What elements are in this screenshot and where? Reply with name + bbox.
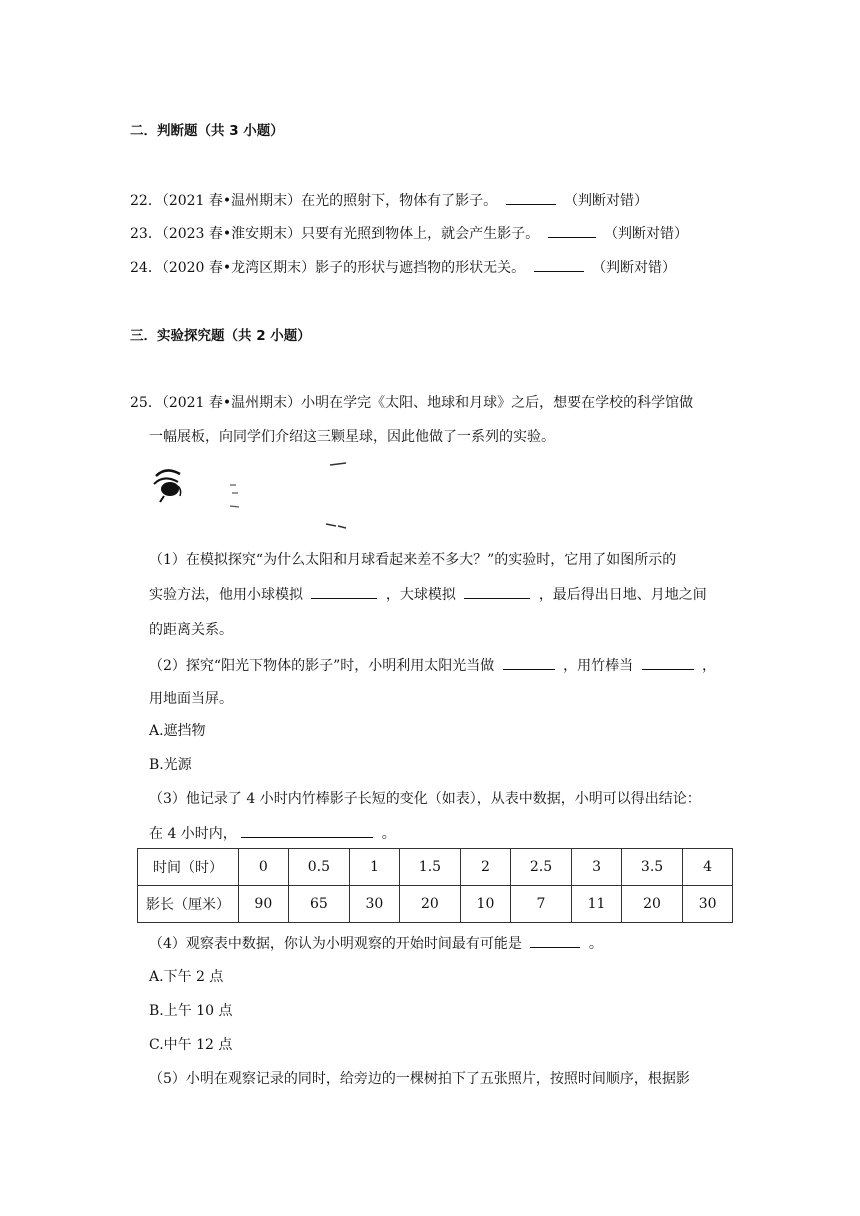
part-3-line1: （3）他记录了 4 小时内竹棒影子长短的变化（如表），从表中数据，小明可以得出结论：: [149, 791, 701, 807]
question-24-text: 24．（2020 春•龙湾区期末）影子的形状与遮挡物的形状无关。: [130, 260, 526, 276]
part-2-text-b: ，用竹棒当: [563, 658, 634, 674]
part-5-line1: （5）小明在观察记录的同时，给旁边的一棵树拍下了五张照片，按照时间顺序，根据影: [149, 1071, 690, 1087]
table-cell: 90: [239, 886, 289, 923]
table-cell: 2.5: [510, 849, 571, 886]
table-cell: 4: [683, 849, 733, 886]
table-cell: 3.5: [621, 849, 682, 886]
table-cell: 影长（厘米）: [138, 886, 239, 923]
question-22: [130, 190, 648, 211]
part-3-text-a: 在 4 小时内，: [149, 826, 237, 842]
table-row-length: [138, 886, 733, 923]
part-4-option-a: A.下午 2 点: [149, 969, 224, 985]
part-3-text-b: 。: [381, 826, 396, 842]
part-2-option-a: A.遮挡物: [149, 723, 206, 739]
section-title-judgement: 二．判断题（共 3 小题）: [130, 123, 284, 139]
experiment-figure: [150, 462, 360, 534]
part-4-option-b: B.上午 10 点: [149, 1003, 233, 1019]
answer-blank-23[interactable]: [548, 223, 596, 238]
answer-blank-start-time[interactable]: [530, 933, 580, 948]
part-2-line2: 用地面当屏。: [149, 691, 233, 707]
small-ball-icon: [230, 485, 239, 507]
section-title-experiment: 三．实验探究题（共 2 小题）: [130, 328, 311, 344]
question-23-text: 23．（2023 春•淮安期末）只要有光照到物体上，就会产生影子。: [130, 226, 540, 242]
table-cell: 1: [350, 849, 400, 886]
part-1-line1: （1）在模拟探究“为什么太阳和月球看起来差不多大？”的实验时，它用了如图所示的: [149, 552, 677, 568]
table-cell: 30: [350, 886, 400, 923]
table-row-time: [138, 849, 733, 886]
eye-icon: [154, 470, 181, 502]
question-24-suffix: （判断对错）: [592, 260, 677, 276]
question-22-text: 22．（2021 春•温州期末）在光的照射下，物体有了影子。: [130, 193, 498, 209]
part-2-option-b: B.光源: [149, 757, 192, 773]
table-cell: 20: [621, 886, 682, 923]
answer-blank-bamboo[interactable]: [642, 655, 694, 670]
table-cell: 0: [239, 849, 289, 886]
table-cell: 65: [288, 886, 349, 923]
question-22-suffix: （判断对错）: [564, 193, 649, 209]
table-cell: 20: [399, 886, 460, 923]
part-2-text-a: （2）探究“阳光下物体的影子”时，小明利用太阳光当做: [149, 658, 495, 674]
answer-blank-large-ball[interactable]: [464, 584, 530, 599]
part-1-line3: 的距离关系。: [149, 622, 233, 638]
part-2-line1: [149, 655, 716, 676]
answer-blank-small-ball[interactable]: [311, 584, 377, 599]
question-23-suffix: （判断对错）: [604, 226, 689, 242]
part-1-text-b: ，大球模拟: [385, 587, 456, 603]
part-4-text-b: 。: [588, 936, 603, 952]
table-cell: 30: [683, 886, 733, 923]
table-cell: 3: [572, 849, 622, 886]
question-25-line2: 一幅展板，向同学们介绍这三颗星球，因此他做了一系列的实验。: [149, 429, 555, 445]
part-4-option-c: C.中午 12 点: [149, 1037, 233, 1053]
table-cell: 2: [461, 849, 511, 886]
question-24: [130, 257, 676, 278]
part-3-line2: [149, 823, 396, 844]
table-cell: 7: [510, 886, 571, 923]
part-1-text-a: 实验方法，他用小球模拟: [149, 587, 303, 603]
table-cell: 11: [572, 886, 622, 923]
large-ball-icon: [326, 463, 346, 528]
answer-blank-22[interactable]: [506, 190, 556, 205]
answer-blank-conclusion[interactable]: [241, 823, 373, 838]
question-23: [130, 223, 688, 244]
part-1-text-c: ，最后得出日地、月地之间: [538, 587, 707, 603]
part-1-line2: [149, 584, 707, 605]
shadow-length-table: [137, 848, 733, 923]
answer-blank-24[interactable]: [534, 257, 584, 272]
table-cell: 1.5: [399, 849, 460, 886]
table-cell: 10: [461, 886, 511, 923]
part-4-text-a: （4）观察表中数据，你认为小明观察的开始时间最有可能是: [149, 936, 522, 952]
table-cell: 时间（时）: [138, 849, 239, 886]
part-2-text-c: ，: [702, 658, 717, 674]
question-25-line1: 25．（2021 春•温州期末）小明在学完《太阳、地球和月球》之后，想要在学校的科学馆做: [130, 395, 694, 411]
part-4-line1: [149, 933, 603, 954]
table-cell: 0.5: [288, 849, 349, 886]
answer-blank-sunlight[interactable]: [503, 655, 555, 670]
